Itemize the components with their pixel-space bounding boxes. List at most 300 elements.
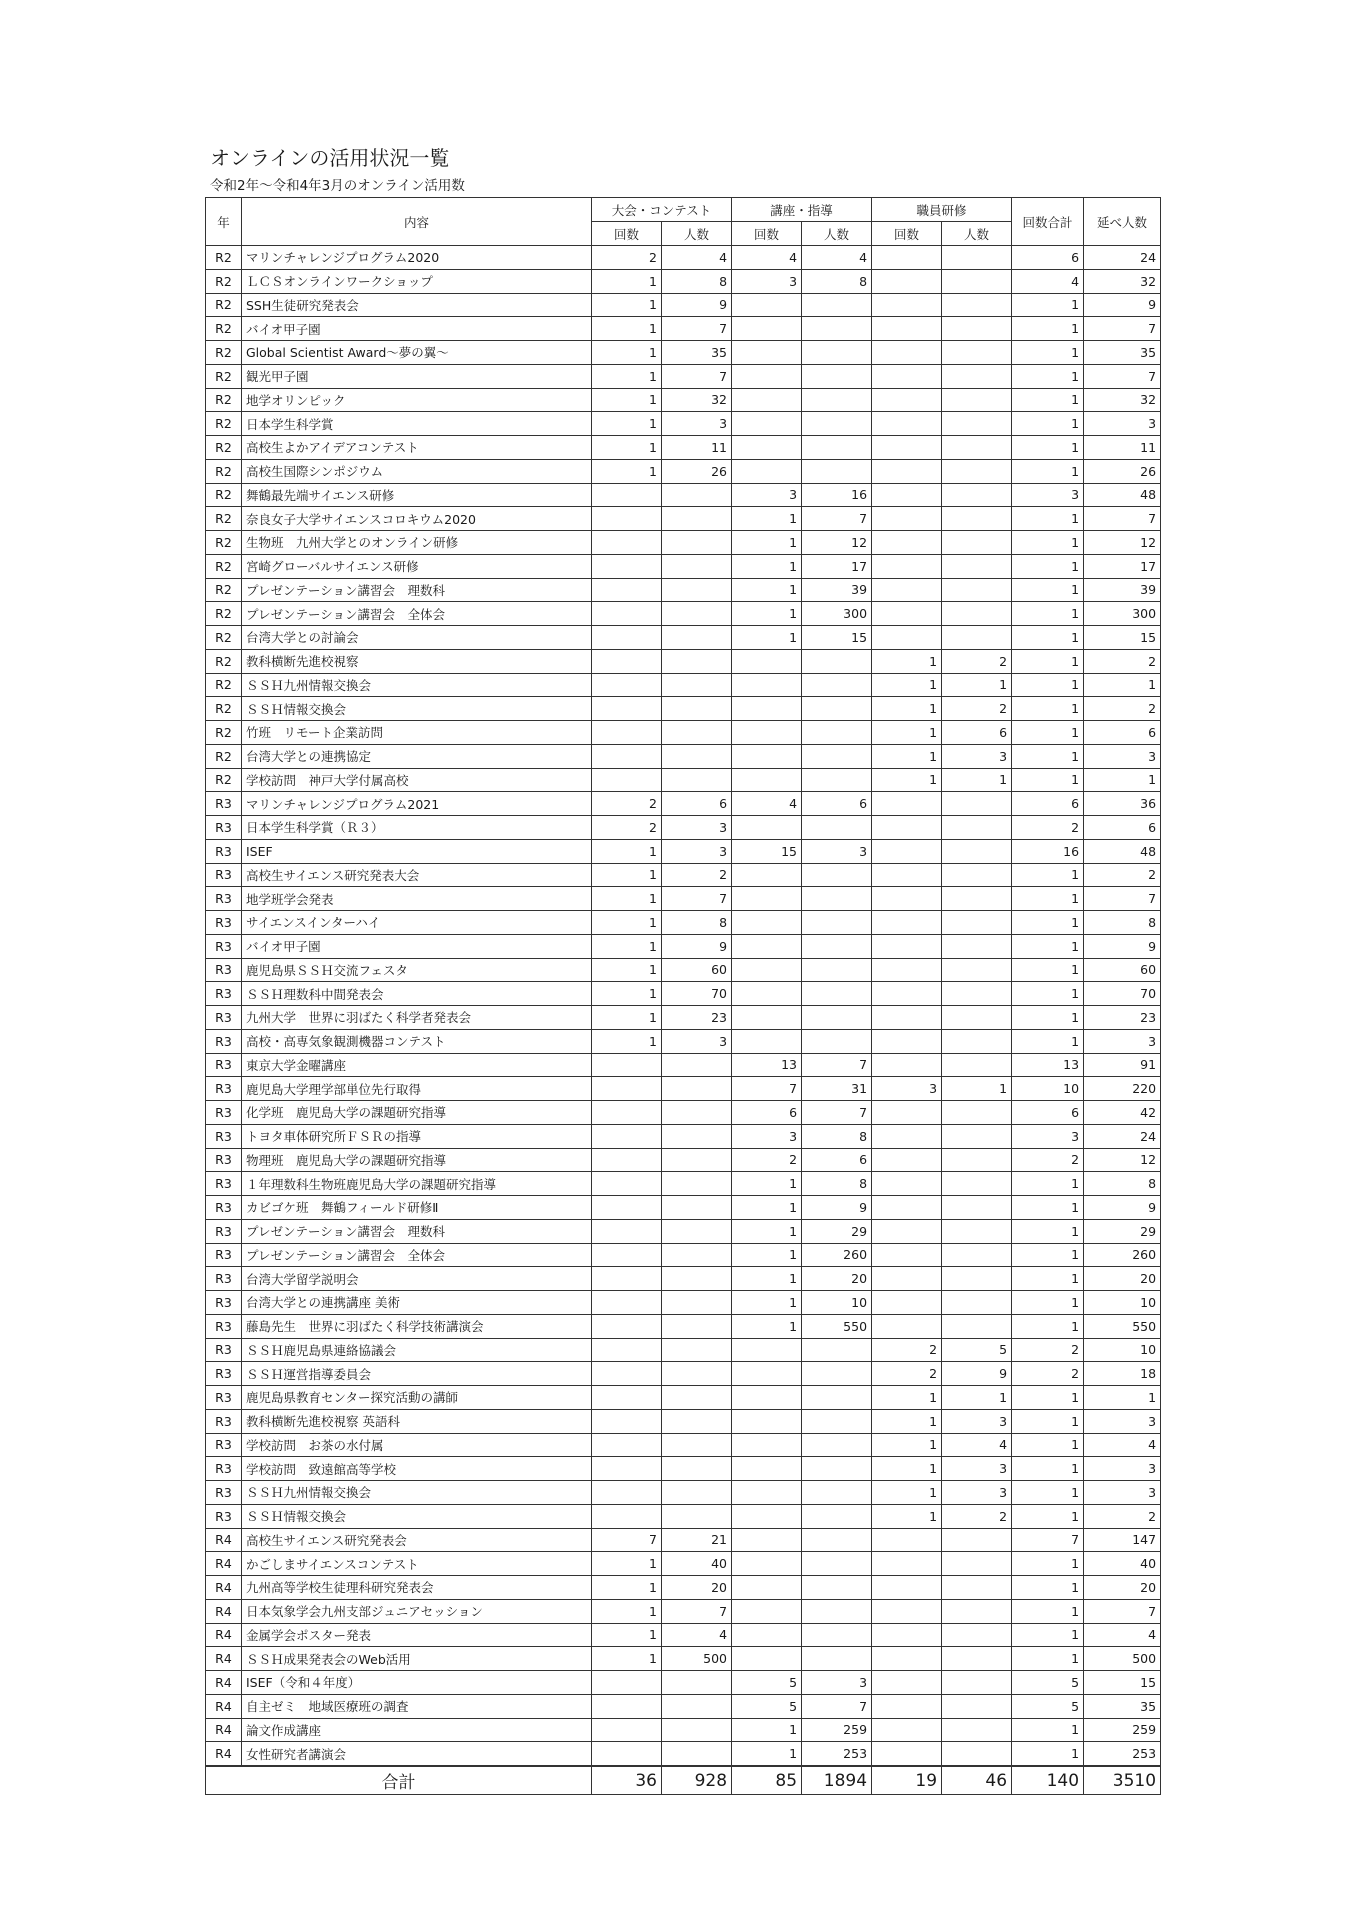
content-cell: ISEF（令和４年度） [242,1671,592,1695]
table-row [206,602,1161,626]
value-cell: 1 [1012,1386,1084,1410]
table-row [206,388,1161,412]
value-cell: 3 [802,1671,872,1695]
value-cell [942,1148,1012,1172]
table-row [206,1386,1161,1410]
value-cell: 32 [662,388,732,412]
value-cell [942,911,1012,935]
value-cell: 20 [1084,1576,1161,1600]
value-cell [872,1647,942,1671]
table-row [206,1291,1161,1315]
year-cell: R2 [206,626,242,650]
value-cell [732,364,802,388]
table-row [206,1243,1161,1267]
value-cell: 2 [1012,1148,1084,1172]
value-cell [942,1101,1012,1125]
value-cell: 3 [1084,1481,1161,1505]
year-cell: R2 [206,578,242,602]
value-cell [942,578,1012,602]
content-cell: プレゼンテーション講習会 全体会 [242,1243,592,1267]
table-row [206,1124,1161,1148]
year-cell: R3 [206,1219,242,1243]
header-count: 回数 [872,222,942,246]
year-cell: R3 [206,982,242,1006]
page-subtitle: 令和2年〜令和4年3月のオンライン活用数 [210,178,465,194]
value-cell [872,1267,942,1291]
value-cell: 39 [802,578,872,602]
value-cell [942,269,1012,293]
content-cell: 東京大学金曜講座 [242,1053,592,1077]
value-cell: 259 [1084,1718,1161,1742]
value-cell [872,982,942,1006]
value-cell [942,436,1012,460]
value-cell: 6 [1084,816,1161,840]
value-cell: 31 [802,1077,872,1101]
content-cell: サイエンスインターハイ [242,911,592,935]
value-cell: 6 [1012,792,1084,816]
value-cell [662,1267,732,1291]
value-cell [802,1029,872,1053]
value-cell: 1 [1012,1599,1084,1623]
year-cell: R3 [206,1362,242,1386]
value-cell: 3 [872,1077,942,1101]
value-cell: 7 [662,887,732,911]
year-cell: R4 [206,1742,242,1766]
year-cell: R2 [206,412,242,436]
value-cell [592,1718,662,1742]
value-cell: 2 [942,1504,1012,1528]
value-cell [732,293,802,317]
year-cell: R2 [206,744,242,768]
value-cell: 2 [1012,1338,1084,1362]
table-row [206,1362,1161,1386]
content-cell: １年理数科生物班鹿児島大学の課題研究指導 [242,1172,592,1196]
table-row [206,697,1161,721]
value-cell: 1 [1084,768,1161,792]
header-content: 内容 [242,198,592,246]
value-cell [872,626,942,650]
value-cell [662,1742,732,1766]
value-cell [662,1148,732,1172]
table-row [206,246,1161,270]
content-cell: ＳＳＨ鹿児島県連絡協議会 [242,1338,592,1362]
value-cell [942,1196,1012,1220]
value-cell: 1 [1012,388,1084,412]
value-cell: 2 [942,697,1012,721]
content-cell: 鹿児島県教育センター探究活動の講師 [242,1386,592,1410]
value-cell: 15 [802,626,872,650]
value-cell [732,958,802,982]
value-cell: 3 [662,816,732,840]
content-cell: 鹿児島県ＳＳＨ交流フェスタ [242,958,592,982]
value-cell [662,1694,732,1718]
value-cell: 1 [1012,1291,1084,1315]
value-cell: 1 [592,341,662,365]
content-cell: ＳＳＨ運営指導委員会 [242,1362,592,1386]
year-cell: R2 [206,768,242,792]
value-cell [732,863,802,887]
value-cell [662,1053,732,1077]
value-cell: 8 [802,269,872,293]
header-count: 回数 [732,222,802,246]
value-cell [732,1457,802,1481]
value-cell [662,1314,732,1338]
table-row [206,1101,1161,1125]
value-cell: 13 [732,1053,802,1077]
value-cell: 1 [1012,531,1084,555]
content-cell: 高校生サイエンス研究発表会 [242,1528,592,1552]
value-cell [732,459,802,483]
value-cell [872,483,942,507]
year-cell: R2 [206,388,242,412]
table-body [206,246,1161,1767]
value-cell: 2 [592,246,662,270]
value-cell: 3 [662,839,732,863]
value-cell [592,1694,662,1718]
value-cell [732,816,802,840]
value-cell: 7 [1012,1528,1084,1552]
value-cell [592,1742,662,1766]
value-cell: 7 [662,364,732,388]
value-cell [942,531,1012,555]
table-row [206,1576,1161,1600]
value-cell [732,436,802,460]
value-cell: 1 [732,602,802,626]
table-row [206,1718,1161,1742]
value-cell: 1 [592,388,662,412]
content-cell: 金属学会ポスター発表 [242,1623,592,1647]
table-row [206,744,1161,768]
year-cell: R3 [206,1124,242,1148]
value-cell [802,649,872,673]
table-row [206,1647,1161,1671]
value-cell: 1 [872,1409,942,1433]
value-cell [662,1124,732,1148]
content-cell: 舞鶴最先端サイエンス研修 [242,483,592,507]
value-cell: 2 [1084,649,1161,673]
value-cell [942,1694,1012,1718]
value-cell: 1 [1012,1623,1084,1647]
value-cell: 1 [1012,293,1084,317]
value-cell: 2 [872,1362,942,1386]
value-cell: 7 [802,1694,872,1718]
year-cell: R2 [206,246,242,270]
value-cell [802,982,872,1006]
value-cell: 1 [732,626,802,650]
value-cell [592,1219,662,1243]
value-cell [872,317,942,341]
value-cell: 29 [1084,1219,1161,1243]
value-cell: 35 [1084,341,1161,365]
value-cell [732,697,802,721]
value-cell: 8 [662,911,732,935]
value-cell [942,483,1012,507]
year-cell: R3 [206,958,242,982]
value-cell: 1 [872,649,942,673]
content-cell: ＳＳＨ九州情報交換会 [242,1481,592,1505]
table-row [206,626,1161,650]
value-cell [662,768,732,792]
value-cell: 23 [662,1006,732,1030]
table-row [206,1172,1161,1196]
value-cell [802,1576,872,1600]
value-cell: 1 [592,887,662,911]
value-cell: 1 [1012,1433,1084,1457]
year-cell: R2 [206,602,242,626]
value-cell: 1 [1012,459,1084,483]
value-cell [592,626,662,650]
value-cell [872,816,942,840]
value-cell: 91 [1084,1053,1161,1077]
value-cell: 1 [1012,1029,1084,1053]
value-cell: 1 [592,1576,662,1600]
value-cell [592,1053,662,1077]
value-cell [592,1362,662,1386]
year-cell: R2 [206,341,242,365]
value-cell [872,1219,942,1243]
value-cell: 26 [662,459,732,483]
value-cell: 4 [662,246,732,270]
value-cell: 1 [592,863,662,887]
year-cell: R4 [206,1718,242,1742]
value-cell [732,1552,802,1576]
value-cell: 500 [662,1647,732,1671]
value-cell: 3 [1084,744,1161,768]
value-cell [872,887,942,911]
value-cell: 1 [592,412,662,436]
content-cell: かごしまサイエンスコンテスト [242,1552,592,1576]
value-cell: 1 [1012,911,1084,935]
year-cell: R2 [206,531,242,555]
year-cell: R4 [206,1623,242,1647]
year-cell: R2 [206,507,242,531]
value-cell [942,364,1012,388]
value-cell: 36 [1084,792,1161,816]
content-cell: ＳＳＨ九州情報交換会 [242,673,592,697]
year-cell: R3 [206,887,242,911]
content-cell: 化学班 鹿児島大学の課題研究指導 [242,1101,592,1125]
value-cell [872,1552,942,1576]
content-cell: 藤島先生 世界に羽ばたく科学技術講演会 [242,1314,592,1338]
value-cell [942,958,1012,982]
value-cell [802,364,872,388]
total-cell: 85 [732,1766,802,1795]
value-cell [662,1362,732,1386]
page-title: オンラインの活用状況一覧 [210,146,450,170]
year-cell: R2 [206,649,242,673]
value-cell [732,388,802,412]
value-cell: 1 [1084,1386,1161,1410]
year-cell: R3 [206,1148,242,1172]
value-cell [732,744,802,768]
table-row [206,934,1161,958]
value-cell [872,531,942,555]
value-cell [592,531,662,555]
value-cell: 1 [1012,626,1084,650]
value-cell: 1 [1012,673,1084,697]
year-cell: R2 [206,317,242,341]
value-cell [662,1671,732,1695]
content-cell: マリンチャレンジプログラム2020 [242,246,592,270]
value-cell: 3 [662,1029,732,1053]
value-cell: 1 [872,1457,942,1481]
value-cell: 1 [732,554,802,578]
value-cell [942,554,1012,578]
value-cell: 1 [1012,602,1084,626]
value-cell: 20 [1084,1267,1161,1291]
value-cell: 4 [942,1433,1012,1457]
table-row [206,1338,1161,1362]
table-row [206,341,1161,365]
value-cell [872,839,942,863]
value-cell: 20 [802,1267,872,1291]
value-cell [872,293,942,317]
content-cell: ＳＳＨ理数科中間発表会 [242,982,592,1006]
value-cell [662,1409,732,1433]
value-cell: 8 [802,1124,872,1148]
value-cell [942,1647,1012,1671]
value-cell: 12 [1084,1148,1161,1172]
content-cell: 生物班 九州大学とのオンライン研修 [242,531,592,555]
total-cell: 19 [872,1766,942,1795]
value-cell: 7 [1084,887,1161,911]
value-cell [802,1433,872,1457]
value-cell [942,341,1012,365]
content-cell: プレゼンテーション講習会 全体会 [242,602,592,626]
value-cell [942,507,1012,531]
value-cell [942,1291,1012,1315]
value-cell: 1 [732,1291,802,1315]
year-cell: R3 [206,1481,242,1505]
value-cell [662,1481,732,1505]
value-cell [872,1124,942,1148]
value-cell: 1 [1012,554,1084,578]
value-cell [592,1077,662,1101]
value-cell: 220 [1084,1077,1161,1101]
year-cell: R3 [206,863,242,887]
value-cell: 1 [732,1172,802,1196]
value-cell: 1 [592,293,662,317]
value-cell [732,341,802,365]
value-cell: 1 [1012,1219,1084,1243]
value-cell [942,1029,1012,1053]
value-cell [942,459,1012,483]
value-cell: 1 [592,317,662,341]
value-cell: 259 [802,1718,872,1742]
value-cell: 16 [1012,839,1084,863]
value-cell [662,483,732,507]
value-cell [872,246,942,270]
value-cell: 9 [1084,934,1161,958]
value-cell [732,673,802,697]
value-cell: 1 [1012,863,1084,887]
value-cell: 20 [662,1576,732,1600]
total-cell: 1894 [802,1766,872,1795]
value-cell [662,1504,732,1528]
table-row [206,673,1161,697]
value-cell [662,1172,732,1196]
table-row [206,1196,1161,1220]
value-cell: 550 [802,1314,872,1338]
value-cell: 2 [662,863,732,887]
header-total-people: 延べ人数 [1084,198,1161,246]
value-cell [802,816,872,840]
value-cell: 1 [1012,744,1084,768]
value-cell [592,507,662,531]
content-cell: 日本気象学会九州支部ジュニアセッション [242,1599,592,1623]
table-row [206,1029,1161,1053]
header-total-count: 回数合計 [1012,198,1084,246]
value-cell: 1 [592,459,662,483]
table-row [206,958,1161,982]
value-cell [872,1101,942,1125]
value-cell [592,1172,662,1196]
value-cell [592,1291,662,1315]
value-cell: 1 [872,768,942,792]
value-cell: 3 [942,744,1012,768]
value-cell: 6 [942,721,1012,745]
value-cell [872,1694,942,1718]
value-cell [802,697,872,721]
value-cell: 17 [1084,554,1161,578]
value-cell: 15 [732,839,802,863]
value-cell: 1 [592,934,662,958]
value-cell [942,602,1012,626]
value-cell: 300 [802,602,872,626]
value-cell [872,1243,942,1267]
year-cell: R3 [206,1077,242,1101]
value-cell [592,1314,662,1338]
value-cell: 500 [1084,1647,1161,1671]
content-cell: SSH生徒研究発表会 [242,293,592,317]
value-cell: 40 [1084,1552,1161,1576]
value-cell: 3 [1084,1409,1161,1433]
value-cell: 1 [1012,1006,1084,1030]
content-cell: 学校訪問 致遠館高等学校 [242,1457,592,1481]
value-cell: 2 [732,1148,802,1172]
table-row [206,768,1161,792]
content-cell: 日本学生科学賞 [242,412,592,436]
content-cell: 日本学生科学賞（Ｒ３） [242,816,592,840]
value-cell [592,768,662,792]
value-cell [872,1599,942,1623]
value-cell [802,1481,872,1505]
value-cell: 7 [1084,364,1161,388]
table-row [206,1314,1161,1338]
content-cell: バイオ甲子園 [242,317,592,341]
value-cell [662,1457,732,1481]
value-cell: 3 [1084,412,1161,436]
value-cell [802,1552,872,1576]
value-cell [802,721,872,745]
table-row [206,293,1161,317]
value-cell [732,1362,802,1386]
value-cell: 6 [1012,246,1084,270]
value-cell: 3 [802,839,872,863]
table-row [206,1528,1161,1552]
value-cell [802,388,872,412]
value-cell: 5 [732,1694,802,1718]
content-cell: 宮崎グローバルサイエンス研修 [242,554,592,578]
value-cell: 2 [1084,697,1161,721]
year-cell: R4 [206,1576,242,1600]
value-cell [802,1504,872,1528]
value-cell [942,1243,1012,1267]
value-cell [662,1291,732,1315]
table-row [206,531,1161,555]
value-cell [872,934,942,958]
value-cell: 3 [732,483,802,507]
